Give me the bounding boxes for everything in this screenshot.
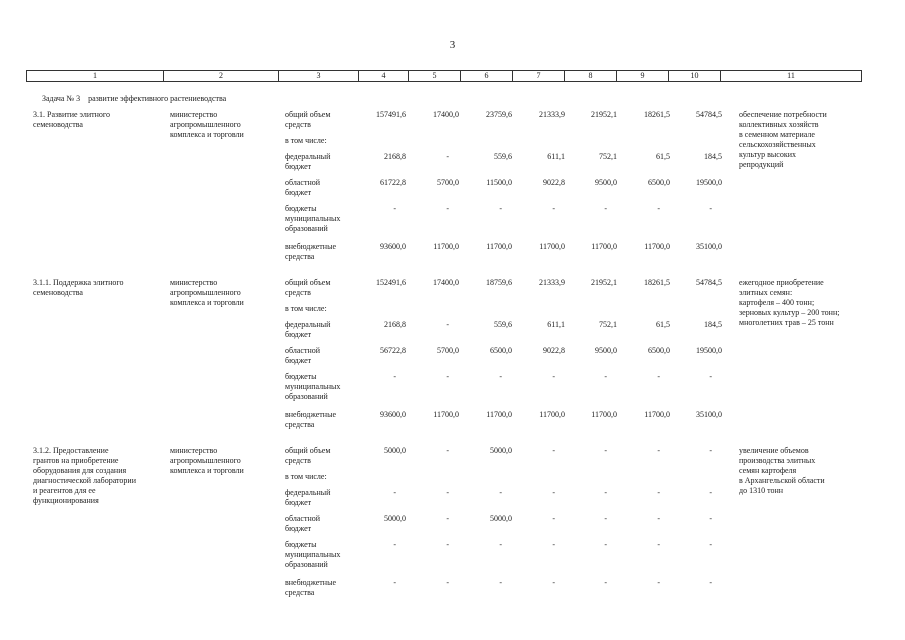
funding-value-cell: 11700,0 [539,242,565,251]
funding-source-label: бюджеты [285,372,317,381]
section-executor-line: министерство [170,278,218,287]
funding-value-cell: 2168,8 [384,152,406,161]
section-result-line: культур высоких [739,150,797,159]
funding-source-label: средства [285,420,315,429]
funding-value-cell: - [499,540,502,549]
section-executor-line: агропромышленного [170,288,241,297]
column-header-4: 4 [359,71,409,81]
funding-value-cell: 5000,0 [490,514,512,523]
funding-value-cell: 5000,0 [384,514,406,523]
funding-value-cell: 6500,0 [490,346,512,355]
section-result-line: увеличение объемов [739,446,809,455]
funding-value-cell: 152491,6 [376,278,406,287]
funding-source-label: бюджеты [285,204,317,213]
funding-value-cell: - [552,204,555,213]
funding-value-cell: - [446,204,449,213]
funding-value-cell: - [657,488,660,497]
funding-value-cell: 11700,0 [644,410,670,419]
funding-source-label: средств [285,120,311,129]
section-name-line: 3.1.1. Поддержка элитного [33,278,124,287]
funding-value-cell: 559,6 [494,320,512,329]
column-header-2: 2 [164,71,279,81]
section-result-line: в Архангельской области [739,476,825,485]
funding-value-cell: 54784,5 [696,278,722,287]
funding-source-label: бюджет [285,524,312,533]
funding-value-cell: 11700,0 [591,410,617,419]
funding-source-label: муниципальных [285,550,341,559]
funding-source-label: бюджет [285,356,312,365]
section-result-line: многолетних трав – 25 тонн [739,318,834,327]
funding-value-cell: - [446,488,449,497]
funding-source-label: федеральный [285,488,331,497]
section-result-line: в семенном материале [739,130,815,139]
section-name-line: оборудования для создания [33,466,127,475]
column-header-9: 9 [617,71,669,81]
funding-source-label: общий объем [285,110,331,119]
section-result-line: коллективных хозяйств [739,120,819,129]
section-result-line: сельскохозяйственных [739,140,816,149]
funding-value-cell: 93600,0 [380,242,406,251]
funding-value-cell: - [393,488,396,497]
section-result-line: репродукций [739,160,784,169]
section-executor-line: комплекса и торговли [170,130,244,139]
section-name-line: функционирования [33,496,99,505]
funding-value-cell: - [604,204,607,213]
funding-value-cell: - [446,446,449,455]
funding-value-cell: - [393,372,396,381]
funding-value-cell: - [499,372,502,381]
funding-source-label: бюджет [285,162,312,171]
funding-value-cell: 184,5 [704,320,722,329]
funding-value-cell: 35100,0 [696,410,722,419]
section-executor-line: комплекса и торговли [170,466,244,475]
funding-source-label: бюджет [285,498,312,507]
funding-value-cell: - [446,152,449,161]
column-header-1: 1 [27,71,164,81]
funding-value-cell: 11700,0 [433,410,459,419]
funding-value-cell: - [552,488,555,497]
funding-value-cell: 5000,0 [384,446,406,455]
funding-value-cell: - [709,446,712,455]
funding-value-cell: - [709,372,712,381]
funding-value-cell: - [552,514,555,523]
funding-source-label: федеральный [285,152,331,161]
funding-value-cell: 21952,1 [591,278,617,287]
funding-value-cell: - [657,514,660,523]
funding-value-cell: 35100,0 [696,242,722,251]
section-name-line: семеноводства [33,288,83,297]
funding-value-cell: - [393,204,396,213]
funding-source-label: общий объем [285,278,331,287]
funding-source-label: муниципальных [285,214,341,223]
column-header-3: 3 [279,71,359,81]
section-result-line: производства элитных [739,456,816,465]
funding-value-cell: - [499,488,502,497]
funding-source-label: в том числе: [285,472,327,481]
funding-value-cell: - [657,204,660,213]
funding-value-cell: - [709,578,712,587]
funding-source-label: бюджеты [285,540,317,549]
column-header-8: 8 [565,71,617,81]
funding-value-cell: 23759,6 [486,110,512,119]
funding-value-cell: 21952,1 [591,110,617,119]
funding-value-cell: 61,5 [656,320,670,329]
funding-value-cell: - [552,446,555,455]
funding-source-label: внебюджетные [285,242,336,251]
funding-source-label: бюджет [285,330,312,339]
funding-source-label: федеральный [285,320,331,329]
funding-source-label: областной [285,514,321,523]
funding-value-cell: 752,1 [599,152,617,161]
funding-source-label: общий объем [285,446,331,455]
funding-value-cell: - [446,372,449,381]
funding-value-cell: - [446,320,449,329]
funding-value-cell: 611,1 [547,152,565,161]
column-header-11: 11 [787,71,795,80]
funding-value-cell: - [552,372,555,381]
column-header-7: 7 [513,71,565,81]
funding-value-cell: - [657,540,660,549]
funding-value-cell: - [604,540,607,549]
funding-value-cell: - [709,204,712,213]
section-name-line: грантов на приобретение [33,456,119,465]
funding-value-cell: 9500,0 [595,346,617,355]
funding-value-cell: 11700,0 [486,242,512,251]
funding-value-cell: 18261,5 [644,278,670,287]
funding-value-cell: - [393,540,396,549]
section-name-line: диагностической лаборатории [33,476,136,485]
funding-value-cell: 61722,8 [380,178,406,187]
section-result-line: элитных семян: [739,288,793,297]
funding-value-cell: - [604,372,607,381]
section-result-line: семян картофеля [739,466,797,475]
funding-value-cell: 18759,6 [486,278,512,287]
funding-value-cell: 9500,0 [595,178,617,187]
funding-value-cell: 6500,0 [648,178,670,187]
funding-value-cell: 11700,0 [591,242,617,251]
funding-source-label: бюджет [285,188,312,197]
funding-source-label: средства [285,588,315,597]
funding-value-cell: 9022,8 [543,346,565,355]
funding-source-label: областной [285,178,321,187]
funding-source-label: муниципальных [285,382,341,391]
funding-value-cell: - [446,514,449,523]
funding-value-cell: 56722,8 [380,346,406,355]
funding-value-cell: - [446,540,449,549]
funding-value-cell: - [604,488,607,497]
funding-value-cell: 5700,0 [437,346,459,355]
funding-value-cell: 17400,0 [433,278,459,287]
funding-value-cell: - [499,578,502,587]
funding-value-cell: 5000,0 [490,446,512,455]
funding-value-cell: - [657,372,660,381]
section-name-line: и реагентов для ее [33,486,96,495]
funding-value-cell: 6500,0 [648,346,670,355]
funding-value-cell: 11700,0 [486,410,512,419]
funding-value-cell: 752,1 [599,320,617,329]
funding-value-cell: 157491,6 [376,110,406,119]
funding-value-cell: 11500,0 [486,178,512,187]
column-header-5: 5 [409,71,461,81]
section-result-line: картофеля – 400 тонн; [739,298,815,307]
section-executor-line: агропромышленного [170,456,241,465]
funding-source-label: средства [285,252,315,261]
section-result-line: ежегодное приобретение [739,278,824,287]
funding-value-cell: 611,1 [547,320,565,329]
funding-source-label: в том числе: [285,304,327,313]
task-title: Задача № 3 развитие эффективного растениеводства [42,94,227,103]
funding-source-label: образований [285,224,328,233]
section-result-line: зерновых культур – 200 тонн; [739,308,840,317]
funding-value-cell: 18261,5 [644,110,670,119]
funding-source-label: средств [285,456,311,465]
column-header-10: 10 [669,71,721,81]
section-name-line: 3.1.2. Предоставление [33,446,109,455]
funding-value-cell: 5700,0 [437,178,459,187]
column-header-6: 6 [461,71,513,81]
funding-source-label: средств [285,288,311,297]
funding-value-cell: 93600,0 [380,410,406,419]
funding-value-cell: - [393,578,396,587]
funding-source-label: образований [285,392,328,401]
column-header-row [26,70,862,82]
funding-value-cell: 19500,0 [696,346,722,355]
section-executor-line: министерство [170,446,218,455]
funding-value-cell: - [604,446,607,455]
section-executor-line: министерство [170,110,218,119]
funding-source-label: областной [285,346,321,355]
section-name-line: семеноводства [33,120,83,129]
funding-value-cell: - [709,488,712,497]
funding-value-cell: 17400,0 [433,110,459,119]
funding-value-cell: - [604,578,607,587]
funding-value-cell: 559,6 [494,152,512,161]
page-number: 3 [449,39,456,51]
funding-value-cell: 9022,8 [543,178,565,187]
funding-value-cell: - [709,514,712,523]
section-result-line: до 1310 тонн [739,486,784,495]
section-result-line: обеспечение потребности [739,110,827,119]
funding-value-cell: 11700,0 [644,242,670,251]
funding-source-label: внебюджетные [285,410,336,419]
section-name-line: 3.1. Развитие элитного [33,110,110,119]
funding-value-cell: 21333,9 [539,278,565,287]
funding-value-cell: 54784,5 [696,110,722,119]
funding-value-cell: - [604,514,607,523]
funding-value-cell: 21333,9 [539,110,565,119]
funding-value-cell: 61,5 [656,152,670,161]
funding-source-label: в том числе: [285,136,327,145]
funding-value-cell: - [499,204,502,213]
funding-value-cell: - [552,578,555,587]
funding-source-label: внебюджетные [285,578,336,587]
funding-value-cell: 11700,0 [433,242,459,251]
section-executor-line: агропромышленного [170,120,241,129]
funding-value-cell: 2168,8 [384,320,406,329]
funding-value-cell: 184,5 [704,152,722,161]
funding-value-cell: - [657,446,660,455]
funding-value-cell: 19500,0 [696,178,722,187]
funding-value-cell: - [709,540,712,549]
funding-value-cell: - [552,540,555,549]
funding-value-cell: - [657,578,660,587]
funding-value-cell: 11700,0 [539,410,565,419]
funding-value-cell: - [446,578,449,587]
funding-source-label: образований [285,560,328,569]
section-executor-line: комплекса и торговли [170,298,244,307]
